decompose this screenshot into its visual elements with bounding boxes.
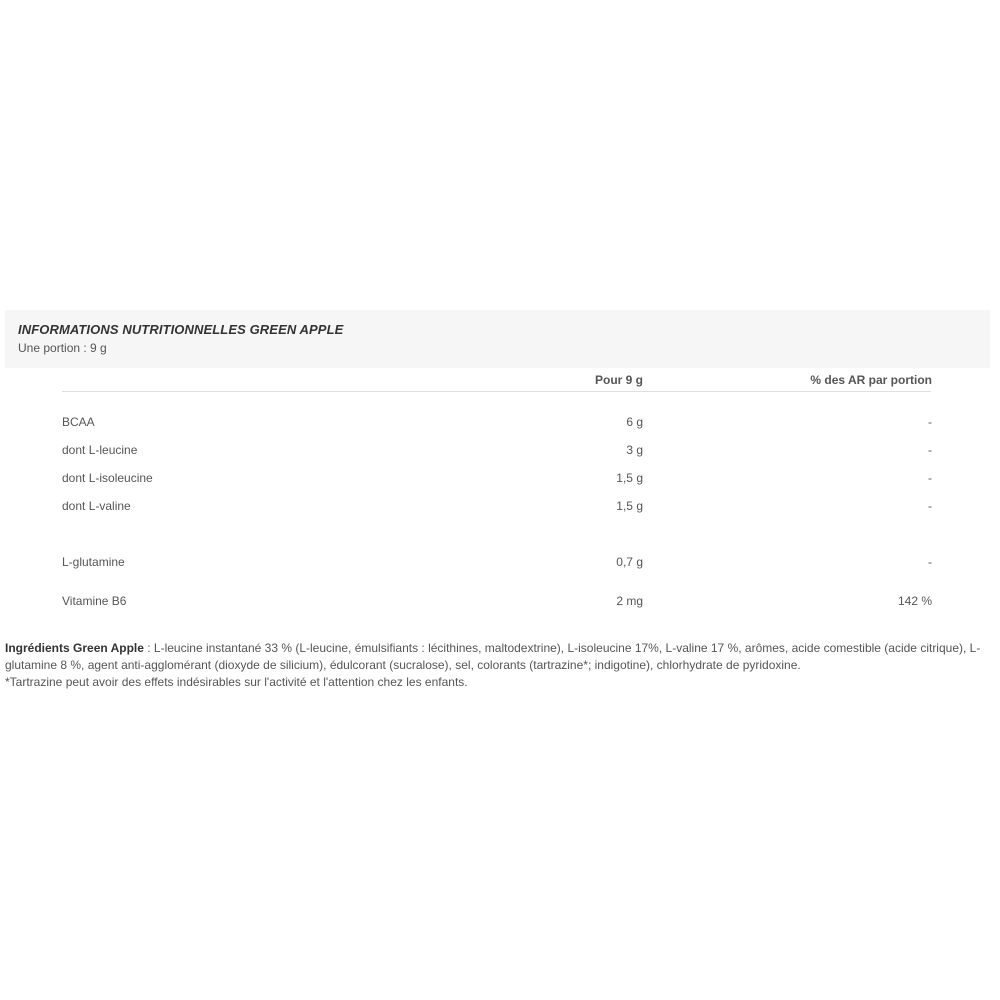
nutrient-name: dont L-isoleucine xyxy=(62,471,153,485)
nutrient-ar-percent: - xyxy=(928,471,932,485)
ingredients-paragraph xyxy=(5,640,990,674)
nutrient-ar-percent: - xyxy=(928,443,932,457)
nutrient-quantity: 1,5 g xyxy=(616,471,643,485)
portion-size: Une portion : 9 g xyxy=(18,341,107,355)
table-row xyxy=(62,555,932,573)
table-row xyxy=(62,594,932,612)
nutrition-header xyxy=(5,310,990,368)
table-row xyxy=(62,443,932,461)
nutrient-ar-percent: - xyxy=(928,415,932,429)
table-row xyxy=(62,499,932,517)
nutrient-name: dont L-valine xyxy=(62,499,131,513)
nutrient-quantity: 0,7 g xyxy=(616,555,643,569)
table-row xyxy=(62,471,932,489)
nutrient-ar-percent: - xyxy=(928,499,932,513)
nutrient-quantity: 2 mg xyxy=(616,594,643,608)
nutrient-quantity: 1,5 g xyxy=(616,499,643,513)
nutrient-ar-percent: - xyxy=(928,555,932,569)
header-divider xyxy=(62,391,931,392)
nutrition-title: INFORMATIONS NUTRITIONNELLES GREEN APPLE xyxy=(18,322,344,337)
nutrient-quantity: 3 g xyxy=(626,443,643,457)
ingredients-label: Ingrédients Green Apple xyxy=(5,641,144,655)
nutrient-name: Vitamine B6 xyxy=(62,594,127,608)
column-header-ar-percent: % des AR par portion xyxy=(810,373,932,387)
nutrient-ar-percent: 142 % xyxy=(897,594,932,608)
tartrazine-note: *Tartrazine peut avoir des effets indésirables sur l'activité et l'attention chez les enfants. xyxy=(5,675,468,689)
column-header-quantity: Pour 9 g xyxy=(594,373,643,387)
nutrient-name: dont L-leucine xyxy=(62,443,138,457)
ingredients-text: : L-leucine instantané 33 % (L-leucine, émulsifiants : lécithines, maltodextrine), L-isoleucine 17%, L-valine 17 %, arômes, acide comestible (acide citrique), L-glutamine 8 %, agent anti-agglomérant (dioxyde de silicium), édulcorant (sucralose), sel, colorants (tartrazine*; indigotine), chlorhydrate de pyridoxine. xyxy=(5,641,981,672)
table-row xyxy=(62,415,932,433)
nutrient-name: BCAA xyxy=(62,415,95,429)
ingredients-block xyxy=(5,640,990,691)
nutrient-quantity: 6 g xyxy=(626,415,643,429)
nutrient-name: L-glutamine xyxy=(62,555,125,569)
